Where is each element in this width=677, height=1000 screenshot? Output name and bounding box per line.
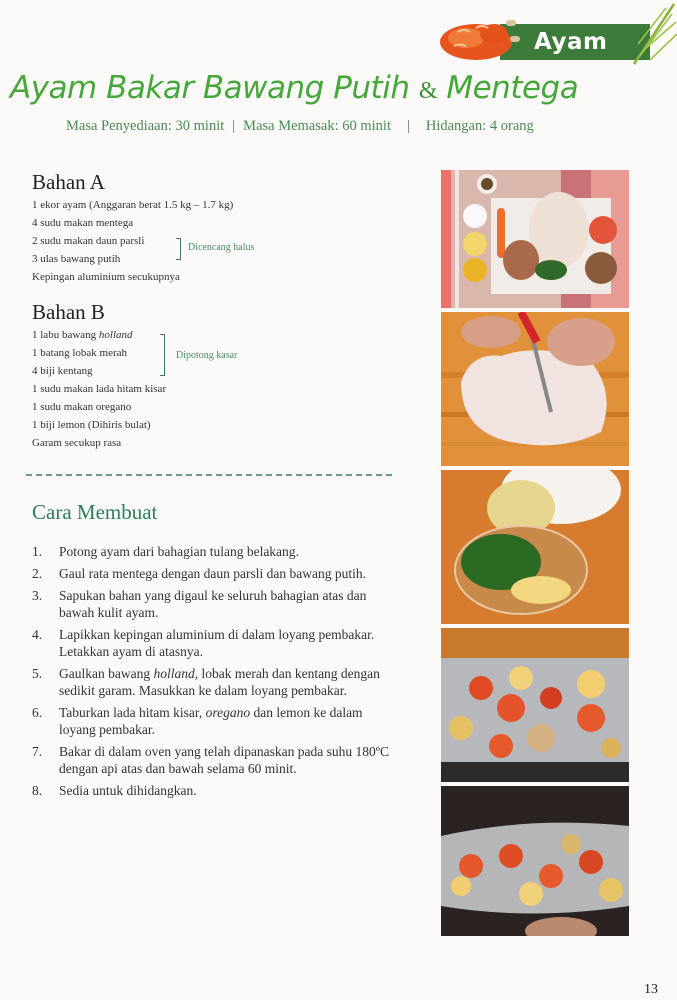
title-main: Ayam Bakar Bawang Putih	[10, 70, 410, 106]
bracket	[176, 238, 181, 260]
bahan-a-list	[32, 196, 233, 286]
prep-time: Masa Penyediaan: 30 minit	[66, 118, 225, 134]
ingredient-item: 1 biji lemon (Dihiris bulat)	[32, 419, 151, 431]
ingredient-item: 1 ekor ayam (Anggaran berat 1.5 kg – 1.7 kg)	[32, 199, 234, 211]
step-item: 8. Sedia untuk dihidangkan.	[32, 783, 197, 798]
ingredient-item: Kepingan aluminium secukupnya	[32, 271, 180, 283]
ingredient-item: 1 sudu makan lada hitam kisar	[32, 383, 167, 395]
ingredient-item: Garam secukup rasa	[32, 437, 122, 449]
step-item: 1. Potong ayam dari bahagian tulang belakang.	[32, 544, 299, 559]
bahan-b-list	[32, 326, 166, 452]
step-item: 4. Lapikkan kepingan aluminium di dalam loyang pembakar. Letakkan ayam di atasnya.	[32, 627, 375, 659]
mixing-butter-photo	[441, 470, 629, 624]
step-item: 7. Bakar di dalam oven yang telah dipanaskan pada suhu 180ºC dengan api atas dan bawah selama 60 minit.	[32, 744, 389, 776]
title-end: Mentega	[446, 70, 579, 106]
meta-separator: |	[232, 118, 236, 134]
title-ampersand: &	[418, 78, 437, 104]
bahan-a-heading: Bahan A	[32, 170, 105, 194]
recipe-title	[10, 70, 670, 106]
method-heading: Cara Membuat	[32, 500, 158, 524]
cook-time: Masa Memasak: 60 minit	[243, 118, 391, 134]
meta-separator: |	[406, 118, 410, 134]
oven-photo	[441, 786, 629, 936]
method-steps	[32, 543, 402, 804]
ingredient-item: 1 labu bawang holland	[32, 329, 133, 341]
ingredient-item: 4 sudu makan mentega	[32, 217, 134, 229]
recipe-meta	[66, 118, 534, 135]
step-item: 3. Sapukan bahan yang digaul ke seluruh bahagian atas dan bawah kulit ayam.	[32, 588, 367, 620]
ingredients-photo	[441, 170, 629, 308]
ingredient-item: 1 batang lobak merah	[32, 347, 127, 359]
bracket-note: Dipotong kasar	[176, 350, 238, 361]
ingredient-item: 4 biji kentang	[32, 365, 93, 377]
roast-chicken-icon	[436, 12, 526, 64]
decorative-leaf-icon	[628, 0, 677, 68]
bracket	[160, 334, 165, 376]
vegetables-foil-photo	[441, 628, 629, 782]
bahan-b-heading: Bahan B	[32, 300, 105, 324]
page-number: 13	[644, 982, 658, 997]
step-item: 5. Gaulkan bawang holland, lobak merah dan kentang dengan sedikit garam. Masukkan ke dalam loyang pembakar.	[32, 666, 380, 698]
servings: Hidangan: 4 orang	[425, 118, 534, 134]
step-item: 6. Taburkan lada hitam kisar, oregano dan lemon ke dalam loyang pembakar.	[32, 705, 363, 737]
step-item: 2. Gaul rata mentega dengan daun parsli dan bawang putih.	[32, 566, 367, 581]
section-divider	[26, 474, 392, 476]
cutting-chicken-photo	[441, 312, 629, 466]
ingredient-item: 1 sudu makan oregano	[32, 401, 132, 413]
category-label: Ayam	[534, 29, 608, 55]
ingredient-item: 2 sudu makan daun parsli	[32, 235, 145, 247]
bracket-note: Dicencang halus	[188, 242, 255, 253]
ingredient-item: 3 ulas bawang putih	[32, 253, 121, 265]
